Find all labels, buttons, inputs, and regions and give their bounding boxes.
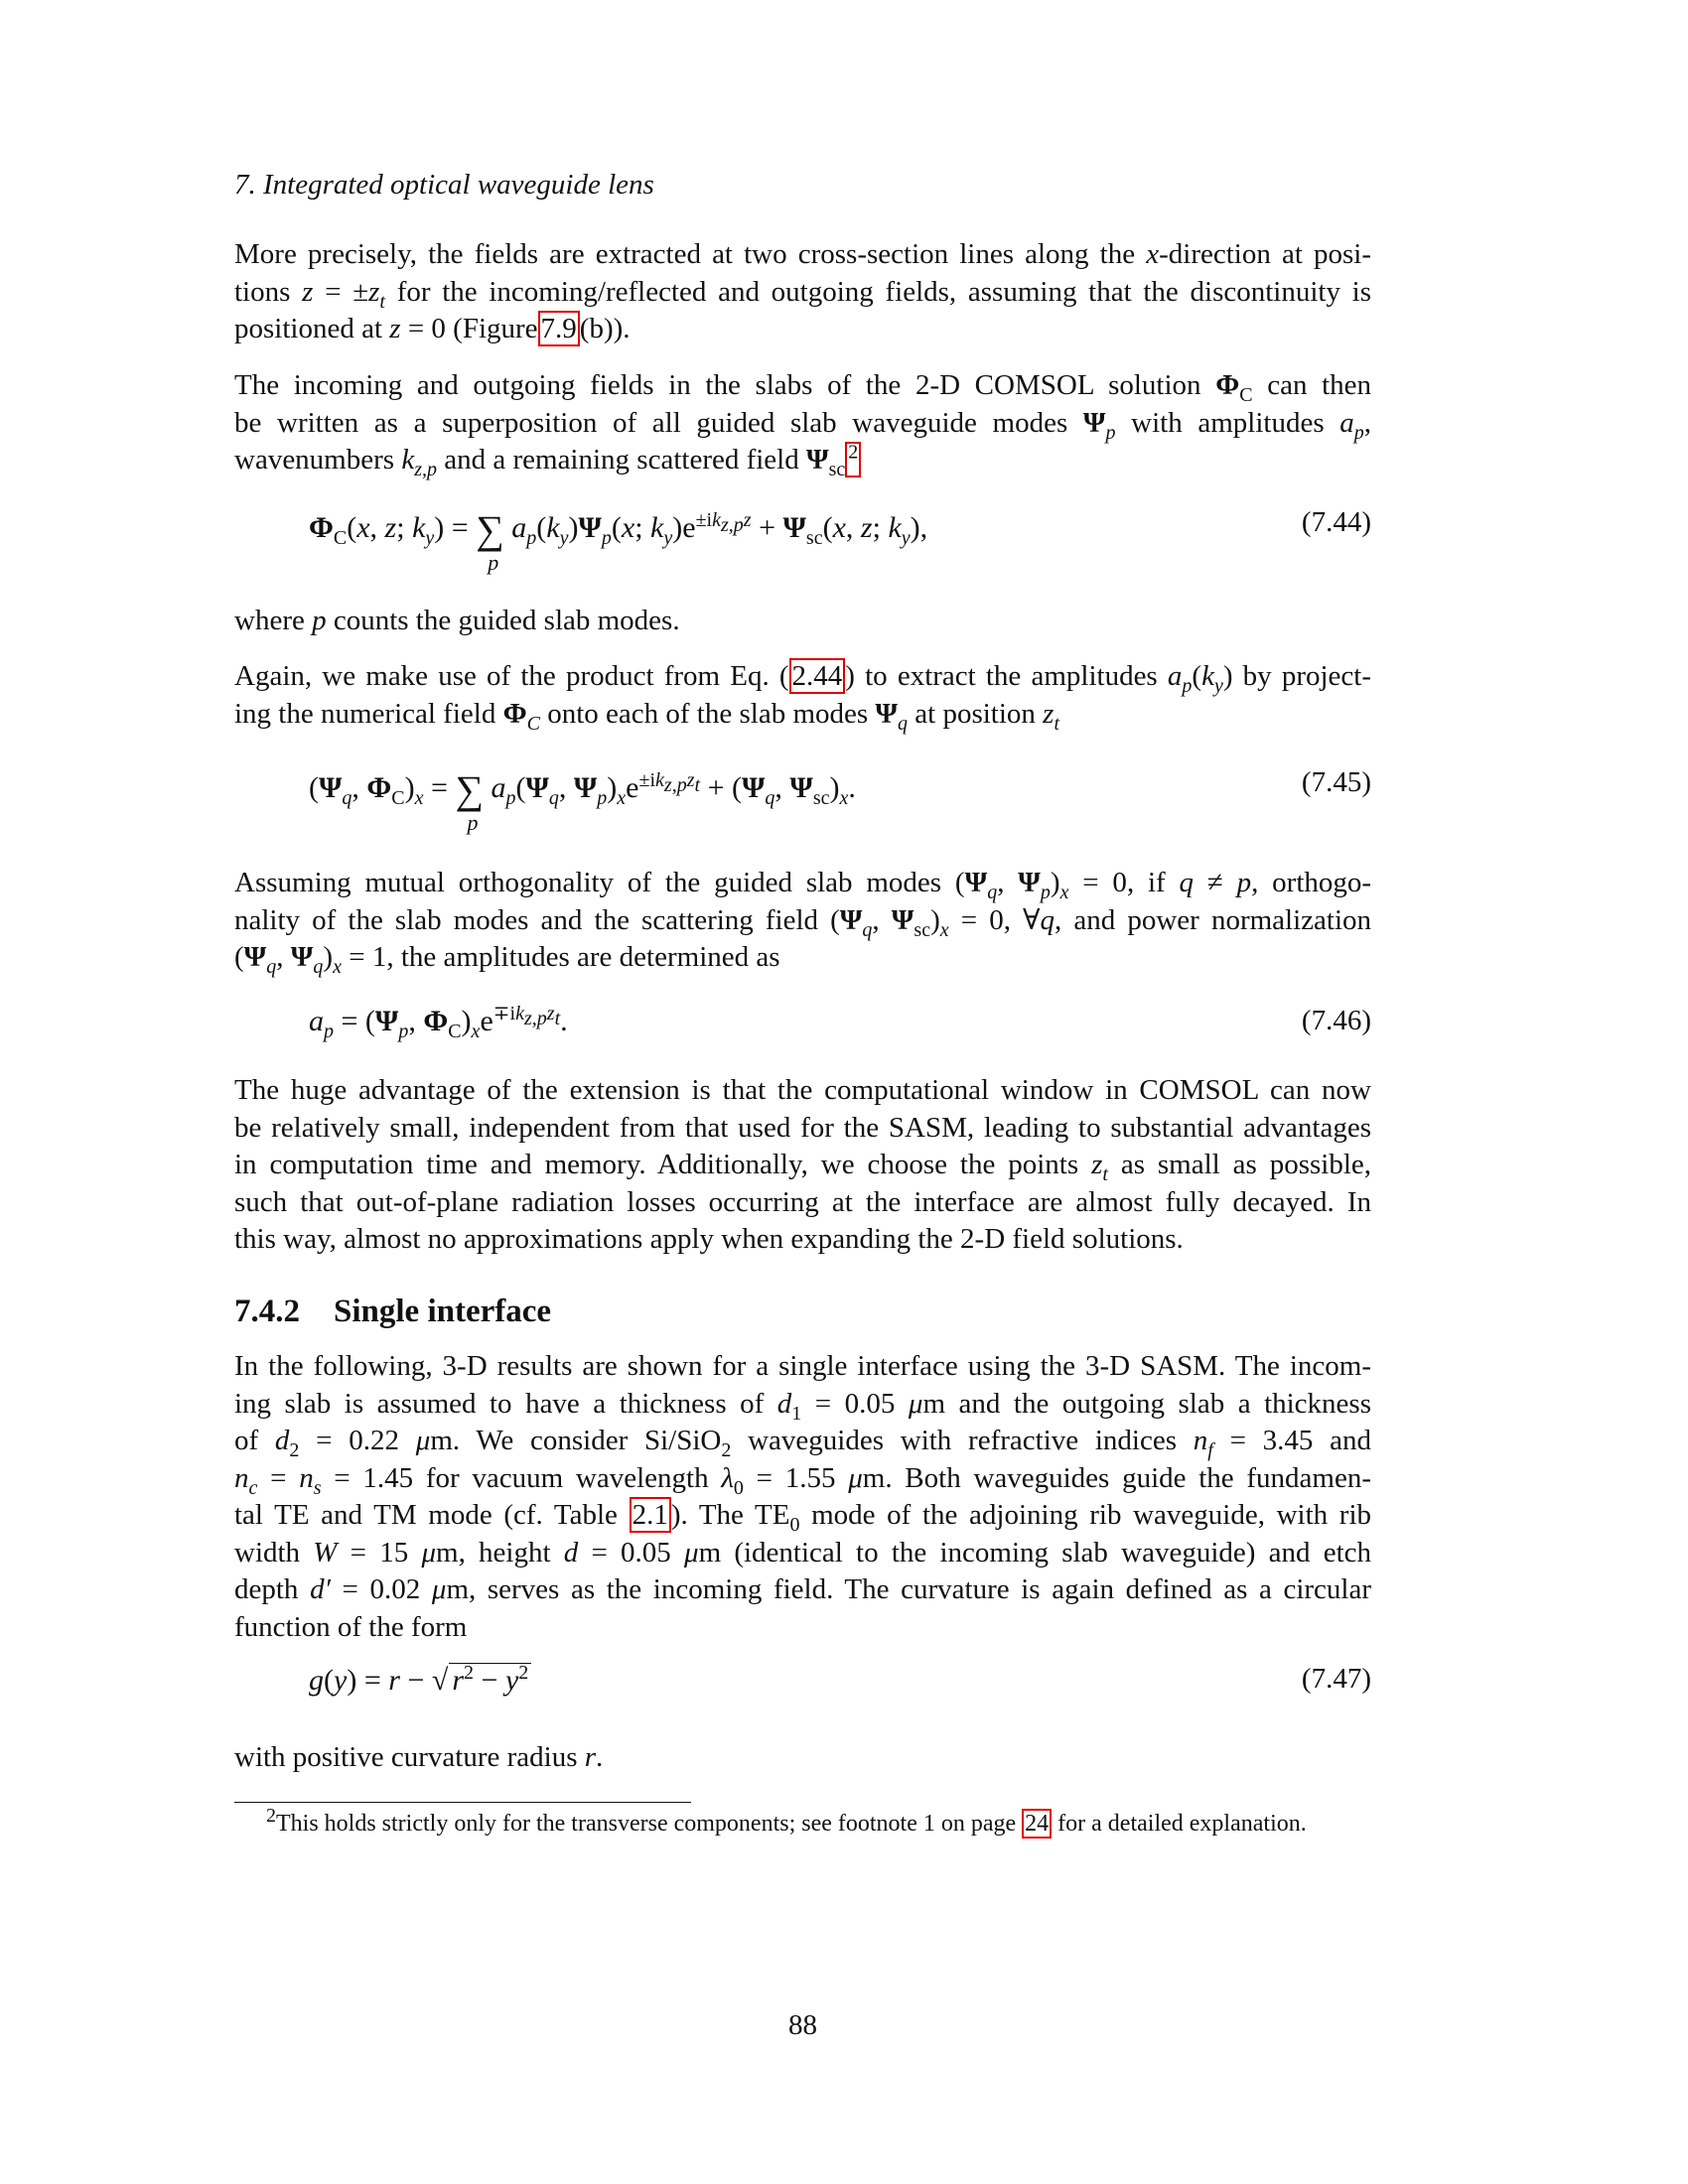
section-heading: 7.4.2 Single interface [234,1294,552,1329]
paragraph-6: The huge advantage of the extension is that the computational window in COMSOL can now be relatively small, independent from that used for the SASM, leading to substantial advantages in computation time and memory. Additionally, we choose the points $z_t$ as small as possible, such that out-of-plane radiation losses occurring at the interface are almost fully decayed. In this way, almost no approximations apply when expanding the 2-D field solutions. [234,1074,1371,1255]
page-number: 88 [788,2009,817,2041]
footnote-link[interactable]: 2 [845,442,861,478]
equation-7-47: g(y) = r − √ $r^2 - y^2$ (7.47) [309,1662,1371,1697]
paragraph-2: The incoming and outgoing fields in the slabs of the 2-D COMSOL solution $\Phi_C$ can then be written as a superposition of all guided slab waveguide modes $\Psi_p$ with amplitudes $a_p$, wavenumbers $k_{z,p}$ and a remaining scattered field $\Psi_{sc}^2$ [234,369,1372,480]
running-header: 7. Integrated optical waveguide lens [234,169,654,201]
equation-7-46: $a_p = (\Psi_p$, $\Phi_C)_xe^{\mp ik_{z,p}z_t}$. (7.46) [309,1003,1371,1042]
figure-link[interactable]: 7.9 [538,311,580,346]
equation-7-44: $\Phi_C(x$, z; $k_y$) = ∑ p $a_p(k_y)\Psi_p(x$; $k_y)e^{\pm ik_{z,p}z} + \Psi_{sc}(x$, z; $k_y$), (7.44) [309,506,1371,575]
paragraph-3: where p counts the guided slab modes. [234,605,680,636]
footnote-rule [234,1802,691,1803]
paragraph-8: with positive curvature radius r. [234,1741,604,1773]
page-link[interactable]: 24 [1022,1809,1052,1839]
paragraph-4: Again, we make use of the product from Eq. ( 2.44 ) to extract the amplitudes $a_p(k_y)$ by project- ing the numerical field $\Phi_C$ onto each of the slab modes $\Psi_q$ at position $z_t$ [234,660,1372,735]
paragraph-1: More precisely, the fields are extracted at two cross-section lines along the x-direction at posi- tions $z = \pm z_t$ for the incoming/reflected and outgoing fields, assuming that the discontinuity is positioned at z = 0 (Figure 7.9 (b)). [234,238,1372,344]
footnote: $^2$This holds strictly only for the transverse components; see footnote 1 on page 24 for a detailed explanation. [266,1805,1307,1837]
paragraph-7: In the following, 3-D results are shown for a single interface using the 3-D SASM. The incom- ing slab is assumed to have a thickness of $d_1 = 0.05$ μm and the outgoing slab a thickness of $d_2 = 0.22$ μm. We consider Si/SiO$_2$ waveguides with refractive indices $n_f = 3.45$ and $n_c = n_s = 1.45$ for vacuum wavelength $\lambda_0 = 1.55$ μm. Both waveguides guide the fundamen- tal TE and TM mode (cf. Table 2.1 ). The $TE_0$ mode of the adjoining rib waveguide, with rib width W = 15 μm, height d = 0.05 μm (identical to the incoming slab waveguide) and etch depth d′ = 0.02 μm, serves as the incoming field. The curvature is again defined as a circular function of the form [234,1350,1372,1643]
equation-link[interactable]: 2.44 [789,658,846,694]
paragraph-5: Assuming mutual orthogonality of the guided slab modes ($\Psi_q$, $\Psi_p)_x = 0$, if q ≠ p, orthogo- nality of the slab modes and the scattering field ($\Psi_q$, $\Psi_{sc})_x = 0$, ∀q, and power normalization ($\Psi_q$, $\Psi_q)_x = 1$, the amplitudes are determined as [234,867,1372,978]
table-link[interactable]: 2.1 [630,1497,671,1533]
equation-7-45: ($\Psi_q$, $\Phi_C)_x$ = ∑ p $a_p(\Psi_q$, $\Psi_p)_xe^{\pm ik_{z,p}z_t} + (\Psi_q$, $\Psi_{sc})_x$. (7.45) [309,766,1371,835]
